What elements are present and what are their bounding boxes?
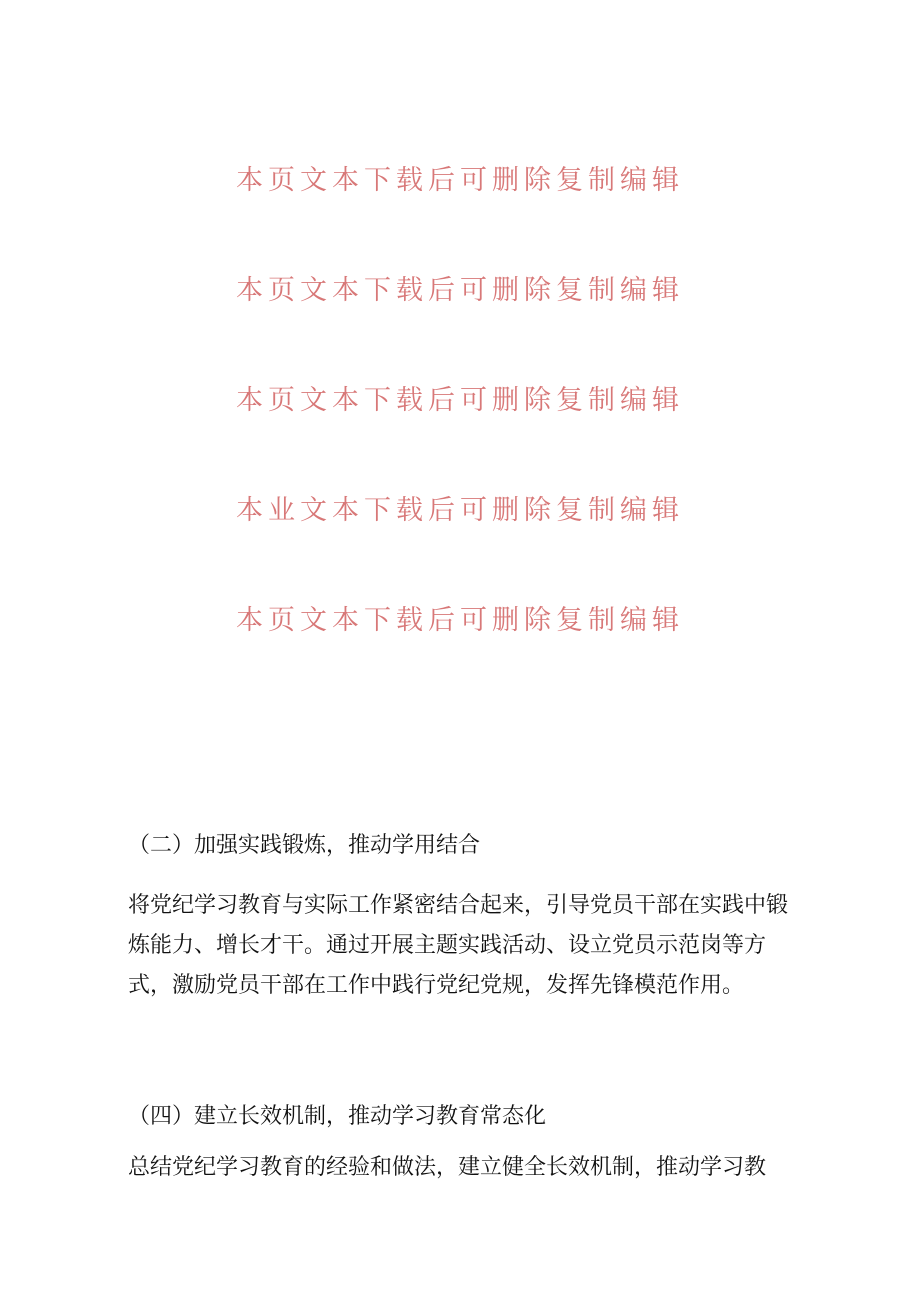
watermark-line: 本页文本下载后可删除复制编辑 [236, 385, 684, 416]
section-heading: （二）加强实践锻炼，推动学用结合 [128, 833, 481, 858]
watermark-line: 本业文本下载后可删除复制编辑 [236, 495, 684, 526]
section-paragraph: 总结党纪学习教育的经验和做法，建立健全长效机制，推动学习教 [128, 1155, 767, 1180]
section-paragraph: 将党纪学习教育与实际工作紧密结合起来，引导党员干部在实践中锻炼能力、增长才干。通过开展主题实践活动、设立党员示范岗等方式，激励党员干部在工作中践行党纪党规，发挥先锋模范作用。 [128, 893, 789, 998]
watermark-line: 本页文本下载后可删除复制编辑 [236, 605, 684, 636]
watermark-line: 本页文本下载后可删除复制编辑 [236, 165, 684, 196]
section-heading: （四）建立长效机制，推动学习教育常态化 [128, 1104, 547, 1129]
watermark-line: 本页文本下载后可删除复制编辑 [236, 275, 684, 306]
